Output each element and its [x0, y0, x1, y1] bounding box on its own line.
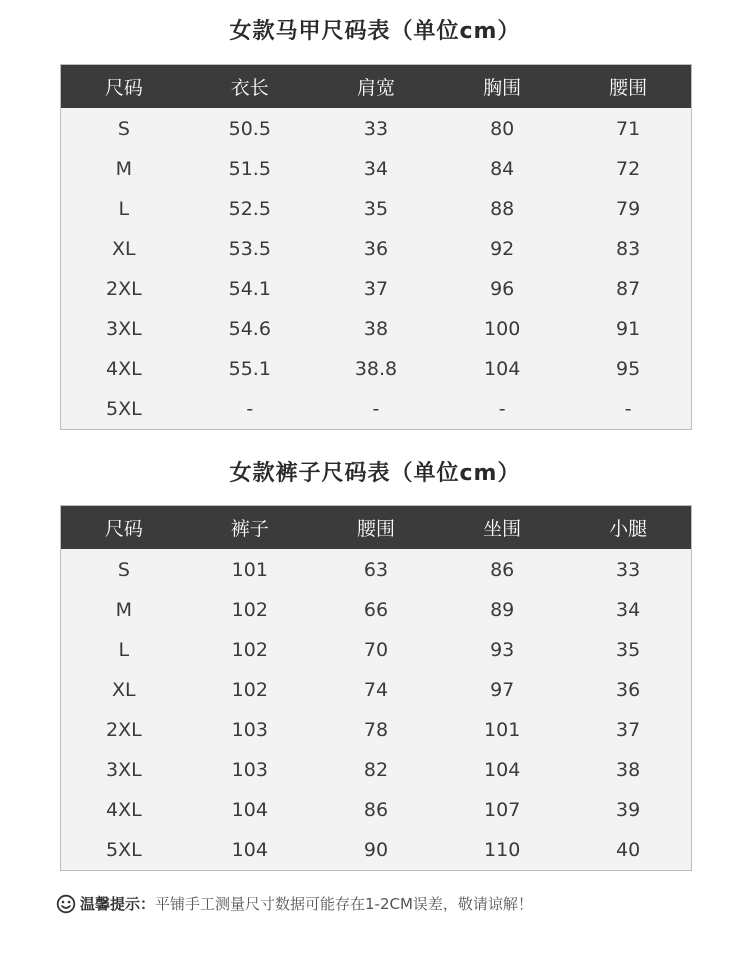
size-cell: 4XL — [105, 358, 142, 380]
measurement-cell: 102 — [231, 679, 268, 701]
measurement-cell: 35 — [616, 639, 641, 661]
measurement-cell: 110 — [484, 839, 521, 861]
measurement-cell: 90 — [363, 839, 389, 861]
measurement-cell: 54.1 — [228, 278, 271, 300]
measurement-cell: 38 — [616, 759, 641, 781]
measurement-cell: 86 — [490, 559, 515, 581]
vest-size-table — [60, 64, 692, 430]
column-header: 坐围 — [439, 506, 565, 550]
measurement-cell: 34 — [616, 599, 641, 621]
column-header: 胸围 — [439, 65, 565, 109]
size-cell: L — [118, 198, 130, 220]
measurement-cell: 104 — [484, 358, 521, 380]
column-header: 肩宽 — [313, 65, 439, 109]
table-row — [61, 149, 692, 189]
measurement-cell: 79 — [616, 198, 641, 220]
table-row — [61, 269, 692, 309]
table-row — [61, 389, 692, 430]
measurement-cell: 102 — [231, 599, 268, 621]
measurement-cell: 70 — [363, 639, 389, 661]
size-cell: S — [117, 118, 130, 140]
measurement-cell: - — [624, 398, 632, 420]
measurement-cell: 104 — [231, 839, 268, 861]
size-cell: 3XL — [105, 759, 142, 781]
measurement-cell: 39 — [616, 799, 641, 821]
measurement-cell: - — [246, 398, 254, 420]
size-cell: 4XL — [105, 799, 142, 821]
measurement-cell: 55.1 — [228, 358, 271, 380]
table-header-row — [61, 65, 692, 109]
tip-label: 温馨提示： — [80, 895, 156, 913]
table-header-row — [61, 506, 692, 550]
measurement-cell: 71 — [616, 118, 641, 140]
size-cell: 5XL — [105, 839, 142, 861]
column-header: 尺码 — [61, 506, 187, 550]
measurement-cell: 91 — [616, 318, 641, 340]
table-row — [61, 710, 692, 750]
table-row — [61, 189, 692, 229]
column-header: 衣长 — [187, 65, 313, 109]
measurement-cell: - — [372, 398, 380, 420]
measurement-cell: 83 — [616, 238, 641, 260]
measurement-cell: 37 — [616, 719, 641, 741]
size-cell: 2XL — [105, 719, 142, 741]
size-cell: S — [117, 559, 130, 581]
table-row — [61, 750, 692, 790]
measurement-cell: 52.5 — [228, 198, 271, 220]
table-row — [61, 108, 692, 149]
size-cell: XL — [112, 238, 136, 260]
size-cell: M — [115, 158, 133, 180]
pants-size-table — [60, 505, 692, 871]
measurement-cell: 33 — [363, 118, 389, 140]
measurement-cell: 103 — [231, 719, 268, 741]
size-cell: XL — [112, 679, 136, 701]
table-row — [61, 229, 692, 269]
measurement-cell: 103 — [231, 759, 268, 781]
measurement-cell: 38.8 — [354, 358, 398, 380]
measurement-cell: 72 — [616, 158, 641, 180]
measurement-cell: 40 — [616, 839, 641, 861]
measurement-cell: 36 — [363, 238, 389, 260]
measurement-cell: 104 — [231, 799, 268, 821]
measurement-cell: 96 — [490, 278, 515, 300]
table-row — [61, 349, 692, 389]
smiley-icon — [56, 894, 76, 914]
column-header: 腰围 — [565, 65, 691, 109]
measurement-cell: 89 — [490, 599, 515, 621]
measurement-cell: - — [498, 398, 506, 420]
measurement-cell: 33 — [616, 559, 641, 581]
measurement-cell: 53.5 — [228, 238, 271, 260]
table-row — [61, 630, 692, 670]
table-row — [61, 309, 692, 349]
measurement-cell: 97 — [490, 679, 515, 701]
column-header: 尺码 — [61, 65, 187, 109]
measurement-cell: 74 — [363, 679, 389, 701]
column-header: 裤子 — [187, 506, 313, 550]
measurement-cell: 88 — [490, 198, 515, 220]
table-row — [61, 790, 692, 830]
measurement-cell: 86 — [363, 799, 389, 821]
measurement-cell: 35 — [363, 198, 389, 220]
measurement-tip — [56, 893, 533, 914]
measurement-cell: 34 — [363, 158, 389, 180]
column-header: 腰围 — [313, 506, 439, 550]
size-cell: 3XL — [105, 318, 142, 340]
size-cell: L — [118, 639, 130, 661]
size-cell: 2XL — [105, 278, 142, 300]
measurement-cell: 54.6 — [228, 318, 271, 340]
measurement-cell: 87 — [616, 278, 641, 300]
table-row — [61, 549, 692, 590]
measurement-cell: 92 — [490, 238, 515, 260]
measurement-cell: 51.5 — [228, 158, 271, 180]
measurement-cell: 37 — [363, 278, 389, 300]
measurement-cell: 63 — [363, 559, 389, 581]
measurement-cell: 66 — [363, 599, 389, 621]
vest-table-title: 女款马甲尺码表（单位cm） — [229, 19, 521, 44]
measurement-cell: 82 — [363, 759, 389, 781]
measurement-cell: 95 — [616, 358, 641, 380]
measurement-cell: 93 — [490, 639, 515, 661]
measurement-cell: 80 — [490, 118, 515, 140]
table-row — [61, 830, 692, 871]
table-row — [61, 670, 692, 710]
measurement-cell: 36 — [616, 679, 641, 701]
column-header: 小腿 — [565, 506, 691, 550]
table-row — [61, 590, 692, 630]
measurement-cell: 84 — [490, 158, 515, 180]
measurement-cell: 38 — [363, 318, 389, 340]
size-cell: 5XL — [105, 398, 142, 420]
measurement-cell: 50.5 — [228, 118, 271, 140]
measurement-cell: 100 — [484, 318, 521, 340]
measurement-cell: 102 — [231, 639, 268, 661]
measurement-cell: 101 — [231, 559, 268, 581]
measurement-cell: 104 — [484, 759, 521, 781]
measurement-cell: 107 — [484, 799, 521, 821]
pants-table-title: 女款裤子尺码表（单位cm） — [229, 461, 521, 486]
size-cell: M — [115, 599, 133, 621]
measurement-cell: 101 — [484, 719, 521, 741]
measurement-cell: 78 — [363, 719, 389, 741]
tip-text: 平铺手工测量尺寸数据可能存在1-2CM误差，敬请谅解！ — [155, 895, 533, 913]
